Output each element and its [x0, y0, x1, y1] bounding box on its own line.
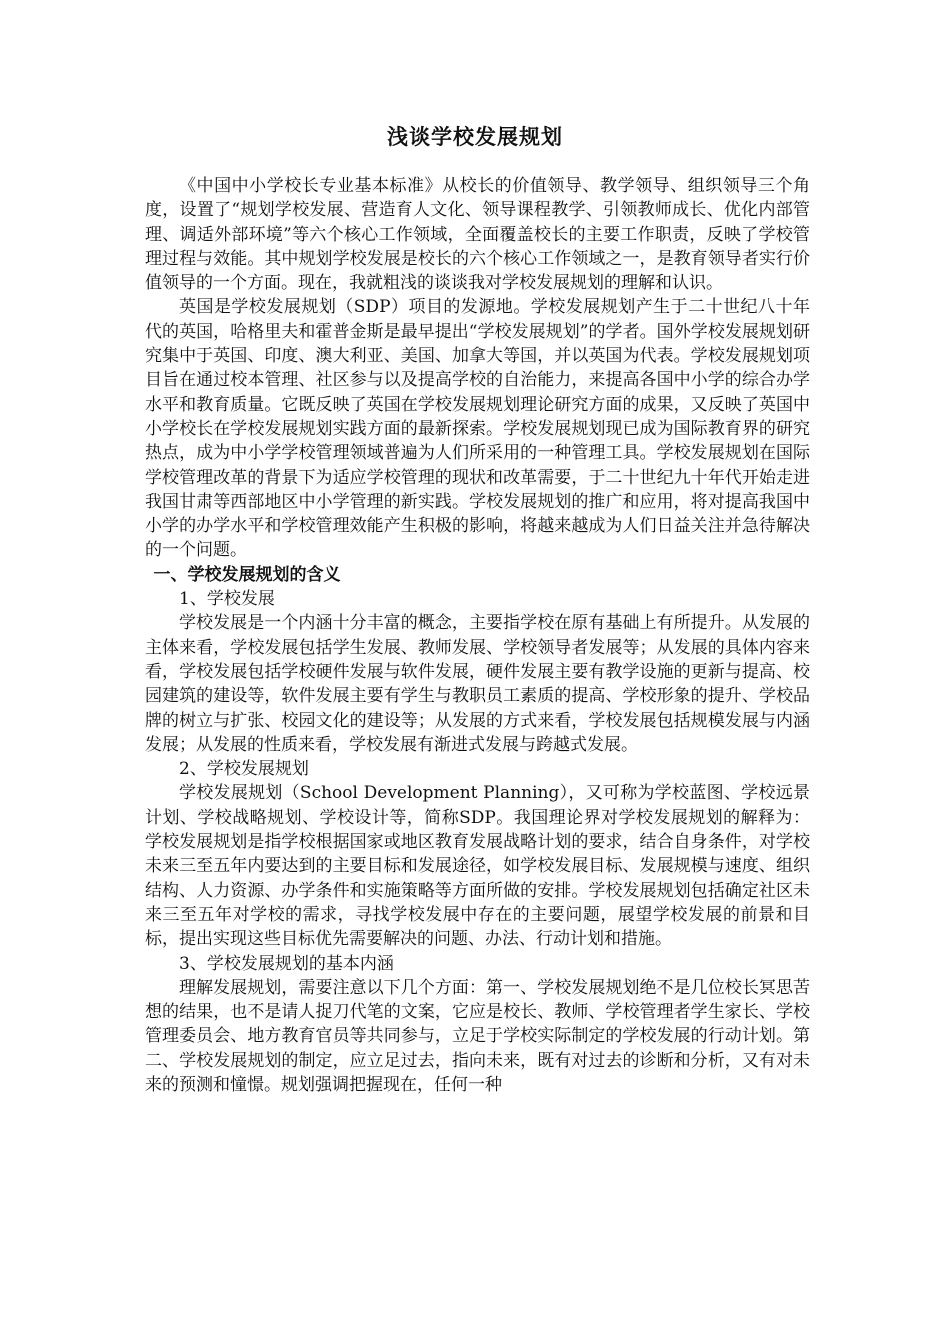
document-title: 浅谈学校发展规划 — [387, 125, 563, 149]
paragraph-intro: 《中国中小学校长专业基本标准》从校长的价值领导、教学领导、组织领导三个角度，设置了“规划学校发展、营造育人文化、领导课程教学、引领教师成长、优化内部管理、调适外部环境”等六个核心工作领域，全面覆盖校长的主要工作职责，反映了学校管理过程与效能。其中规划学校发展是校长的六个核心工作领域之一，是教育领导者实行价值领导的一个方面。现在，我就粗浅的谈谈我对学校发展规划的理解和认识。 — [145, 176, 810, 294]
document-body — [145, 174, 810, 1097]
subheading-school-development: 1、学校发展 — [179, 589, 275, 610]
paragraph-development-planning: 学校发展规划（School Development Planning），又可称为学校蓝图、学校远景计划、学校战略规划、学校设计等，简称SDP。我国理论界对学校发展规划的解释为：学校发展规划是指学校根据国家或地区教育发展战略计划的要求，结合自身条件，对学校未来三至五年内要达到的主要目标和发展途径，如学校发展目标、发展规模与速度、组织结构、人力资源、办学条件和实施策略等方面所做的安排。学校发展规划包括确定社区未来三至五年对学校的需求，寻找学校发展中存在的主要问题，展望学校发展的前景和目标，提出实现这些目标优先需要解决的问题、办法、行动计划和措施。 — [145, 783, 810, 950]
subheading-basic-connotation: 3、学校发展规划的基本内涵 — [179, 953, 394, 974]
paragraph-sdp-origin: 英国是学校发展规划（SDP）项目的发源地。学校发展规划产生于二十世纪八十年代的英国，哈格里夫和霍普金斯是最早提出“学校发展规划”的学者。国外学校发展规划研究集中于英国、印度、澳大利亚、美国、加拿大等国，并以英国为代表。学校发展规划项目旨在通过校本管理、社区参与以及提高学校的自治能力，来提高各国中小学的综合办学水平和教育质量。它既反映了英国在学校发展规划理论研究方面的成果，又反映了英国中小学校长在学校发展规划实践方面的最新探索。学校发展规划现已成为国际教育界的研究热点，成为中小学学校管理领域普遍为人们所采用的一种管理工具。学校发展规划在国际学校管理改革的背景下为适应学校管理的现状和改革需要，于二十世纪九十年代开始走进我国甘肃等西部地区中小学管理的新实践。学校发展规划的推广和应用，将对提高我国中小学的办学水平和学校管理效能产生积极的影响，将越来越成为人们日益关注并急待解决的一个问题。 — [145, 297, 810, 561]
subheading-development-planning: 2、学校发展规划 — [179, 759, 309, 780]
section-heading-meaning: 一、学校发展规划的含义 — [153, 564, 341, 585]
paragraph-school-development: 学校发展是一个内涵十分丰富的概念，主要指学校在原有基础上有所提升。从发展的主体来看，学校发展包括学生发展、教师发展、学校领导者发展等；从发展的具体内容来看，学校发展包括学校硬件发展与软件发展，硬件发展主要有教学设施的更新与提高、校园建筑的建设等，软件发展主要有学生与教职员工素质的提高、学校形象的提升、学校品牌的树立与扩张、校园文化的建设等；从发展的方式来看，学校发展包括规模发展与内涵发展；从发展的性质来看，学校发展有渐进式发展与跨越式发展。 — [145, 613, 810, 755]
paragraph-basic-connotation: 理解发展规划，需要注意以下几个方面：第一、学校发展规划绝不是几位校长冥思苦想的结果，也不是请人捉刀代笔的文案，它应是校长、教师、学校管理者学生家长、学校管理委员会、地方教育官员等共同参与，立足于学校实际制定的学校发展的行动计划。第二、学校发展规划的制定，应立足过去，指向未来，既有对过去的诊断和分析，又有对未来的预测和憧憬。规划强调把握现在，任何一种 — [145, 977, 810, 1095]
